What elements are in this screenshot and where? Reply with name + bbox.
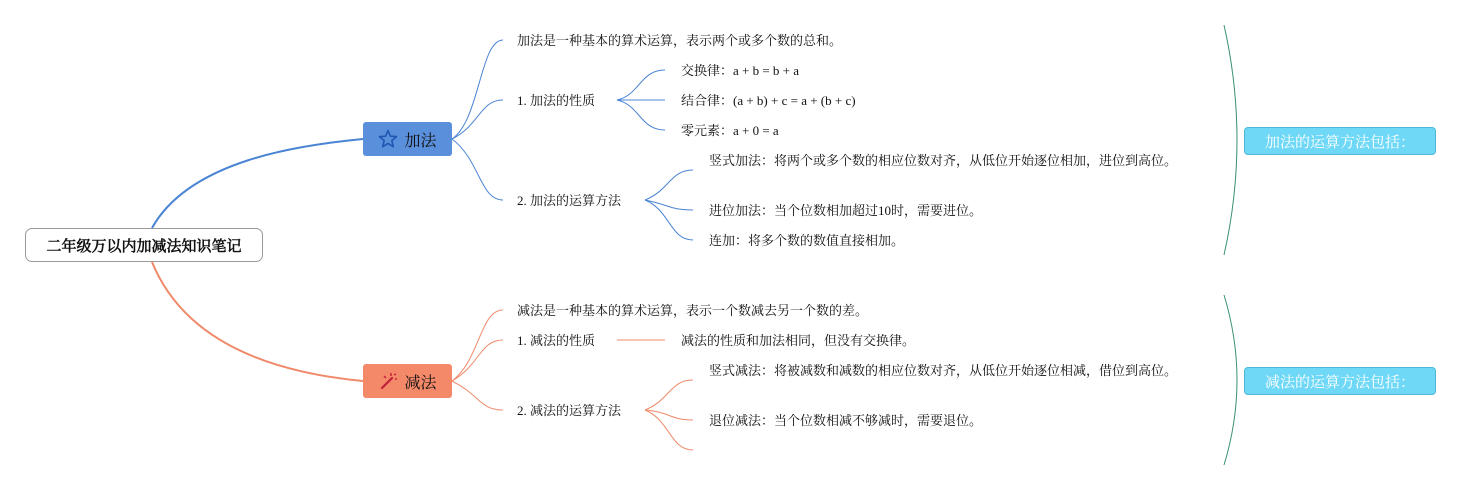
addition-property-item[interactable]: 交换律：a + b = b + a <box>681 63 800 78</box>
addition-properties-label[interactable]: 1. 加法的性质 <box>517 93 596 108</box>
magic-wand-icon <box>378 371 398 391</box>
addition-method-item[interactable]: 连加：将多个数的数值直接相加。 <box>709 233 905 248</box>
root-to-subtraction-link <box>152 262 363 381</box>
addition-label: 加法 <box>404 130 437 150</box>
subtraction-methods-label[interactable]: 2. 减法的运算方法 <box>517 403 622 418</box>
subtraction-summary-node[interactable] <box>1244 367 1436 395</box>
root-title: 二年级万以内加减法知识笔记 <box>46 236 242 255</box>
addition-definition[interactable]: 加法是一种基本的算术运算，表示两个或多个数的总和。 <box>517 33 843 48</box>
addition-methods-label[interactable]: 2. 加法的运算方法 <box>517 193 622 208</box>
star-icon <box>378 129 398 149</box>
root-node[interactable] <box>25 228 263 262</box>
subtraction-properties-label[interactable]: 1. 减法的性质 <box>517 333 596 348</box>
root-to-addition-link <box>152 139 363 228</box>
addition-method-item[interactable]: 竖式加法：将两个或多个数的相应位数对齐，从低位开始逐位相加，进位到高位。 <box>709 153 1178 168</box>
subtraction-method-item[interactable]: 退位减法：当个位数相减不够减时，需要退位。 <box>709 413 983 428</box>
subtraction-definition[interactable]: 减法是一种基本的算术运算，表示一个数减去另一个数的差。 <box>517 303 869 318</box>
addition-method-item[interactable]: 进位加法：当个位数相加超过10时，需要进位。 <box>709 203 983 218</box>
addition-property-item[interactable]: 零元素：a + 0 = a <box>681 123 779 138</box>
addition-summary-node[interactable] <box>1244 127 1436 155</box>
subtraction-node[interactable] <box>363 364 452 398</box>
addition-property-item[interactable]: 结合律：(a + b) + c = a + (b + c) <box>681 93 856 108</box>
subtraction-property-item[interactable]: 减法的性质和加法相同，但没有交换律。 <box>681 333 916 348</box>
addition-summary-label: 加法的运算方法包括： <box>1264 132 1415 151</box>
addition-summary-bracket <box>1224 25 1237 255</box>
addition-node[interactable] <box>363 122 452 156</box>
subtraction-summary-bracket <box>1224 295 1237 465</box>
subtraction-summary-label: 减法的运算方法包括： <box>1264 372 1415 391</box>
subtraction-label: 减法 <box>404 372 437 392</box>
subtraction-method-item[interactable]: 竖式减法：将被减数和减数的相应位数对齐，从低位开始逐位相减，借位到高位。 <box>709 363 1178 378</box>
